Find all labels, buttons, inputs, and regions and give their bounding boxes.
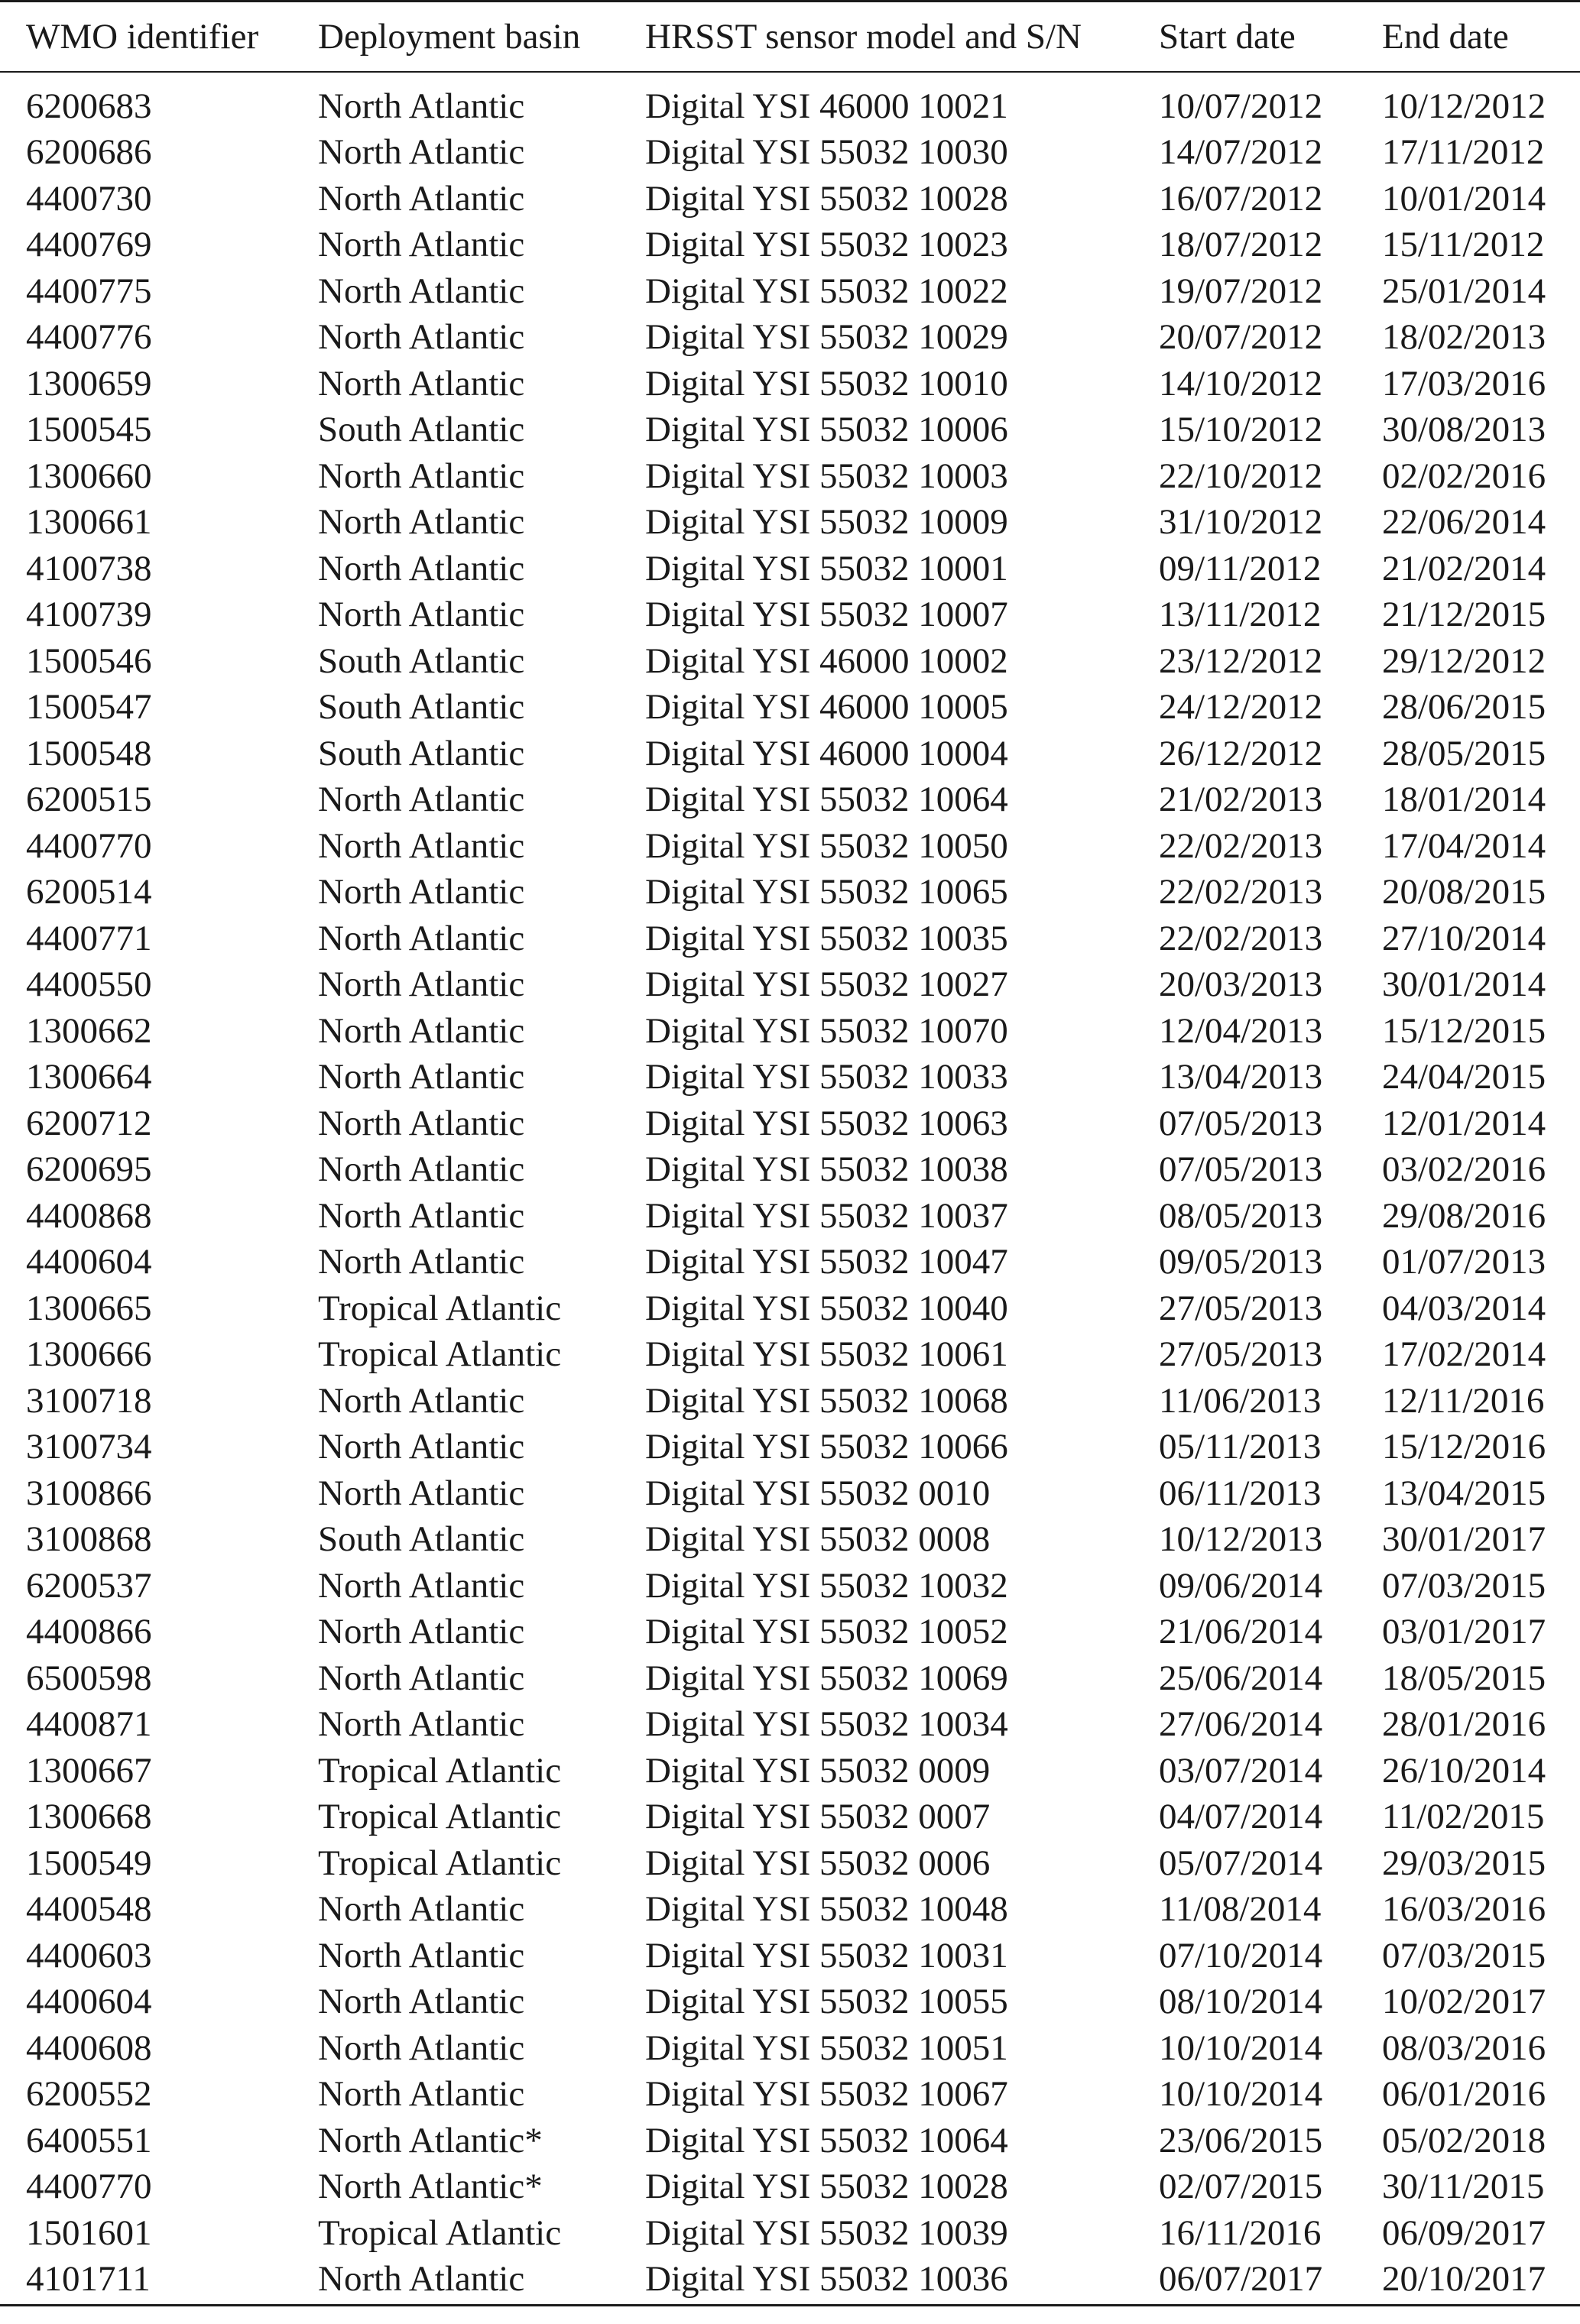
- cell-sensor-model: Digital YSI 55032 10009: [645, 502, 1008, 542]
- cell-sensor-model: Digital YSI 46000 10021: [645, 86, 1008, 126]
- cell-start-date: 23/06/2015: [1159, 2120, 1323, 2160]
- cell-end-date: 12/01/2014: [1382, 1103, 1546, 1143]
- cell-end-date: 29/08/2016: [1382, 1195, 1546, 1236]
- cell-wmo-identifier: 1501601: [26, 2212, 152, 2253]
- cell-sensor-model: Digital YSI 55032 10028: [645, 178, 1008, 219]
- cell-start-date: 12/04/2013: [1159, 1010, 1323, 1051]
- cell-deployment-basin: South Atlantic: [318, 640, 525, 681]
- table-row: [0, 2025, 1580, 2072]
- cell-deployment-basin: North Atlantic: [318, 1427, 525, 1467]
- cell-wmo-identifier: 4400604: [26, 1982, 152, 2021]
- cell-start-date: 07/05/2013: [1159, 1149, 1323, 1189]
- cell-start-date: 31/10/2012: [1159, 502, 1323, 542]
- cell-deployment-basin: North Atlantic: [318, 1242, 525, 1282]
- cell-end-date: 22/06/2014: [1382, 502, 1546, 542]
- table-row: [0, 869, 1580, 916]
- cell-sensor-model: Digital YSI 55032 10032: [645, 1565, 1008, 1606]
- cell-start-date: 09/05/2013: [1159, 1242, 1323, 1282]
- cell-deployment-basin: North Atlantic: [318, 918, 525, 958]
- cell-start-date: 03/07/2014: [1159, 1750, 1323, 1791]
- cell-sensor-model: Digital YSI 55032 10003: [645, 455, 1008, 496]
- table-row: [0, 1655, 1580, 1702]
- cell-deployment-basin: North Atlantic: [318, 1380, 525, 1421]
- header-sensor-model: HRSST sensor model and S/N: [645, 2, 1159, 72]
- table-row: [0, 314, 1580, 361]
- cell-end-date: 28/01/2016: [1382, 1704, 1546, 1744]
- cell-start-date: 10/10/2014: [1159, 2074, 1323, 2114]
- cell-end-date: 15/12/2015: [1382, 1010, 1546, 1051]
- table-row: [0, 1933, 1580, 1979]
- cell-end-date: 24/04/2015: [1382, 1057, 1546, 1097]
- cell-wmo-identifier: 1300664: [26, 1057, 152, 1097]
- cell-deployment-basin: North Atlantic: [318, 1982, 525, 2021]
- cell-start-date: 09/11/2012: [1159, 548, 1322, 588]
- cell-deployment-basin: North Atlantic: [318, 1103, 525, 1143]
- table-row: [0, 499, 1580, 546]
- header-deployment-basin: Deployment basin: [318, 2, 645, 72]
- cell-deployment-basin: North Atlantic: [318, 1889, 525, 1929]
- table-row: [0, 1701, 1580, 1748]
- cell-wmo-identifier: 1500548: [26, 733, 152, 773]
- table-row: [0, 1146, 1580, 1193]
- cell-sensor-model: Digital YSI 55032 10034: [645, 1704, 1008, 1744]
- cell-sensor-model: Digital YSI 55032 10022: [645, 271, 1008, 311]
- cell-start-date: 04/07/2014: [1159, 1797, 1323, 1836]
- cell-end-date: 04/03/2014: [1382, 1288, 1546, 1328]
- cell-deployment-basin: North Atlantic: [318, 1935, 525, 1976]
- cell-end-date: 20/10/2017: [1382, 2256, 1580, 2305]
- cell-start-date: 08/05/2013: [1159, 1195, 1323, 1236]
- cell-wmo-identifier: 1500547: [26, 687, 152, 727]
- cell-sensor-model: Digital YSI 46000 10005: [645, 687, 1008, 727]
- cell-wmo-identifier: 4400871: [26, 1704, 152, 1744]
- cell-start-date: 08/10/2014: [1159, 1982, 1323, 2021]
- cell-sensor-model: Digital YSI 55032 10031: [645, 1935, 1008, 1976]
- table-row: [0, 1424, 1580, 1470]
- cell-sensor-model: Digital YSI 55032 10064: [645, 2120, 1008, 2160]
- cell-wmo-identifier: 1500549: [26, 1843, 152, 1883]
- cell-start-date: 20/03/2013: [1159, 964, 1323, 1004]
- cell-wmo-identifier: 4100739: [26, 595, 152, 634]
- cell-start-date: 23/12/2012: [1159, 640, 1323, 681]
- cell-start-date: 21/02/2013: [1159, 780, 1323, 819]
- cell-sensor-model: Digital YSI 55032 10040: [645, 1288, 1008, 1328]
- cell-end-date: 06/09/2017: [1382, 2212, 1546, 2253]
- table-row: [0, 592, 1580, 638]
- cell-wmo-identifier: 4400769: [26, 225, 152, 264]
- cell-deployment-basin: North Atlantic: [318, 1704, 525, 1744]
- cell-end-date: 08/03/2016: [1382, 2027, 1546, 2068]
- cell-start-date: 15/10/2012: [1159, 410, 1323, 449]
- cell-sensor-model: Digital YSI 55032 10036: [645, 2256, 1159, 2305]
- cell-end-date: 07/03/2015: [1382, 1565, 1546, 1606]
- cell-wmo-identifier: 6200695: [26, 1149, 152, 1189]
- table-row: [0, 2164, 1580, 2210]
- table-row: [0, 2118, 1580, 2164]
- cell-sensor-model: Digital YSI 55032 10035: [645, 918, 1008, 958]
- cell-end-date: 28/06/2015: [1382, 687, 1546, 727]
- cell-sensor-model: Digital YSI 55032 10064: [645, 780, 1008, 819]
- cell-start-date: 16/11/2016: [1159, 2212, 1322, 2253]
- cell-sensor-model: Digital YSI 46000 10004: [645, 733, 1008, 773]
- cell-end-date: 28/05/2015: [1382, 733, 1546, 773]
- cell-start-date: 11/08/2014: [1159, 1889, 1322, 1929]
- cell-wmo-identifier: 6200552: [26, 2074, 152, 2114]
- cell-end-date: 30/08/2013: [1382, 410, 1546, 449]
- cell-deployment-basin: North Atlantic: [318, 964, 525, 1004]
- cell-start-date: 10/12/2013: [1159, 1519, 1323, 1559]
- table-row: [0, 1840, 1580, 1887]
- table-row: [0, 176, 1580, 222]
- cell-end-date: 21/12/2015: [1382, 595, 1546, 634]
- cell-wmo-identifier: 1300660: [26, 455, 152, 496]
- table-row: [0, 1378, 1580, 1425]
- cell-sensor-model: Digital YSI 55032 10033: [645, 1057, 1008, 1097]
- table-row: [0, 2071, 1580, 2118]
- cell-sensor-model: Digital YSI 46000 10002: [645, 640, 1008, 681]
- cell-end-date: 11/02/2015: [1382, 1797, 1545, 1836]
- cell-end-date: 10/01/2014: [1382, 178, 1546, 219]
- cell-sensor-model: Digital YSI 55032 10001: [645, 548, 1008, 588]
- cell-start-date: 07/10/2014: [1159, 1935, 1323, 1976]
- cell-start-date: 24/12/2012: [1159, 687, 1323, 727]
- cell-wmo-identifier: 4400770: [26, 2167, 152, 2206]
- cell-end-date: 13/04/2015: [1382, 1473, 1546, 1513]
- cell-deployment-basin: North Atlantic: [318, 86, 525, 126]
- cell-wmo-identifier: 1300662: [26, 1010, 152, 1051]
- cell-wmo-identifier: 6200683: [26, 86, 152, 126]
- cell-deployment-basin: Tropical Atlantic: [318, 1797, 562, 1836]
- cell-deployment-basin: North Atlantic: [318, 271, 525, 311]
- table-row: [0, 1285, 1580, 1332]
- table-row: [0, 1563, 1580, 1609]
- cell-sensor-model: Digital YSI 55032 10061: [645, 1334, 1008, 1374]
- cell-deployment-basin: North Atlantic: [318, 2074, 525, 2114]
- table-row: [0, 776, 1580, 823]
- cell-start-date: 13/11/2012: [1159, 595, 1322, 634]
- cell-wmo-identifier: 4100738: [26, 548, 152, 588]
- cell-start-date: 22/02/2013: [1159, 918, 1323, 958]
- cell-end-date: 16/03/2016: [1382, 1889, 1546, 1929]
- table-row: [0, 638, 1580, 685]
- cell-deployment-basin: Tropical Atlantic: [318, 1843, 562, 1883]
- cell-end-date: 03/02/2016: [1382, 1149, 1546, 1189]
- cell-wmo-identifier: 4400548: [26, 1889, 152, 1929]
- cell-deployment-basin: South Atlantic: [318, 1519, 525, 1559]
- cell-deployment-basin: North Atlantic: [318, 1565, 525, 1606]
- table-header: [0, 2, 1580, 72]
- cell-sensor-model: Digital YSI 55032 10027: [645, 964, 1008, 1004]
- cell-wmo-identifier: 4400866: [26, 1612, 152, 1651]
- cell-sensor-model: Digital YSI 55032 10007: [645, 595, 1008, 634]
- cell-deployment-basin: Tropical Atlantic: [318, 1288, 562, 1328]
- cell-deployment-basin: North Atlantic: [318, 1057, 525, 1097]
- cell-sensor-model: Digital YSI 55032 10050: [645, 825, 1008, 866]
- table-row: [0, 1054, 1580, 1100]
- table-row: [0, 823, 1580, 870]
- table-row: [0, 684, 1580, 731]
- cell-end-date: 07/03/2015: [1382, 1935, 1546, 1976]
- cell-sensor-model: Digital YSI 55032 10038: [645, 1149, 1008, 1189]
- cell-end-date: 18/05/2015: [1382, 1658, 1546, 1698]
- header-wmo-identifier: WMO identifier: [0, 2, 318, 72]
- cell-deployment-basin: South Atlantic: [318, 410, 525, 449]
- table-row: [0, 1470, 1580, 1517]
- cell-start-date: 14/10/2012: [1159, 363, 1323, 404]
- cell-start-date: 22/10/2012: [1159, 455, 1323, 496]
- cell-sensor-model: Digital YSI 55032 10063: [645, 1103, 1008, 1143]
- cell-end-date: 18/02/2013: [1382, 317, 1546, 357]
- cell-end-date: 05/02/2018: [1382, 2120, 1546, 2160]
- table-row: [0, 1193, 1580, 1240]
- header-end-date: End date: [1382, 2, 1580, 72]
- cell-sensor-model: Digital YSI 55032 10006: [645, 410, 1008, 449]
- cell-start-date: 27/05/2013: [1159, 1334, 1323, 1374]
- cell-start-date: 25/06/2014: [1159, 1658, 1323, 1698]
- cell-sensor-model: Digital YSI 55032 10023: [645, 225, 1008, 264]
- cell-deployment-basin: North Atlantic: [318, 872, 525, 912]
- cell-sensor-model: Digital YSI 55032 10039: [645, 2212, 1008, 2253]
- cell-start-date: 05/07/2014: [1159, 1843, 1323, 1883]
- table-row: [0, 1979, 1580, 2025]
- cell-start-date: 10/07/2012: [1159, 86, 1323, 126]
- cell-start-date: 20/07/2012: [1159, 317, 1323, 357]
- cell-sensor-model: Digital YSI 55032 0010: [645, 1473, 991, 1513]
- cell-start-date: 26/12/2012: [1159, 733, 1323, 773]
- cell-start-date: 06/11/2013: [1159, 1473, 1322, 1513]
- cell-start-date: 14/07/2012: [1159, 132, 1323, 172]
- cell-end-date: 17/11/2012: [1382, 132, 1545, 172]
- cell-end-date: 29/12/2012: [1382, 640, 1546, 681]
- table-body: [0, 72, 1580, 2306]
- cell-end-date: 06/01/2016: [1382, 2074, 1546, 2114]
- table-row: [0, 1609, 1580, 1655]
- cell-sensor-model: Digital YSI 55032 10055: [645, 1982, 1008, 2021]
- cell-wmo-identifier: 1300661: [26, 502, 152, 542]
- cell-wmo-identifier: 4400604: [26, 1242, 152, 1282]
- cell-end-date: 27/10/2014: [1382, 918, 1546, 958]
- cell-wmo-identifier: 4400730: [26, 178, 152, 219]
- cell-end-date: 30/01/2017: [1382, 1519, 1546, 1559]
- table-row: [0, 1239, 1580, 1285]
- cell-wmo-identifier: 3100718: [26, 1380, 152, 1421]
- cell-sensor-model: Digital YSI 55032 10037: [645, 1195, 1008, 1236]
- cell-deployment-basin: North Atlantic: [318, 780, 525, 819]
- table-row: [0, 129, 1580, 176]
- cell-deployment-basin: North Atlantic: [318, 1195, 525, 1236]
- cell-end-date: 30/01/2014: [1382, 964, 1546, 1004]
- cell-wmo-identifier: 1300665: [26, 1288, 152, 1328]
- cell-sensor-model: Digital YSI 55032 10030: [645, 132, 1008, 172]
- cell-start-date: 18/07/2012: [1159, 225, 1323, 264]
- cell-end-date: 10/02/2017: [1382, 1982, 1546, 2021]
- cell-deployment-basin: Tropical Atlantic: [318, 2212, 562, 2253]
- cell-deployment-basin: Tropical Atlantic: [318, 1334, 562, 1374]
- cell-deployment-basin: North Atlantic: [318, 1612, 525, 1651]
- cell-wmo-identifier: 4400608: [26, 2027, 152, 2068]
- cell-deployment-basin: North Atlantic: [318, 1149, 525, 1189]
- cell-wmo-identifier: 6200712: [26, 1103, 152, 1143]
- cell-deployment-basin: Tropical Atlantic: [318, 1750, 562, 1791]
- cell-sensor-model: Digital YSI 55032 10069: [645, 1658, 1008, 1698]
- cell-sensor-model: Digital YSI 55032 10067: [645, 2074, 1008, 2114]
- table-row: [0, 961, 1580, 1008]
- cell-sensor-model: Digital YSI 55032 0007: [645, 1797, 991, 1836]
- table-row: [0, 222, 1580, 268]
- cell-sensor-model: Digital YSI 55032 10029: [645, 317, 1008, 357]
- cell-end-date: 12/11/2016: [1382, 1380, 1545, 1421]
- table-row: [0, 1100, 1580, 1147]
- cell-wmo-identifier: 3100866: [26, 1473, 152, 1513]
- cell-end-date: 17/02/2014: [1382, 1334, 1546, 1374]
- cell-deployment-basin: North Atlantic: [318, 178, 525, 219]
- cell-wmo-identifier: 3100868: [26, 1519, 152, 1559]
- cell-start-date: 22/02/2013: [1159, 825, 1323, 866]
- header-start-date: Start date: [1159, 2, 1382, 72]
- table-row: [0, 1748, 1580, 1794]
- cell-wmo-identifier: 4400770: [26, 825, 152, 866]
- table-row: [0, 916, 1580, 962]
- cell-wmo-identifier: 1500546: [26, 640, 152, 681]
- cell-sensor-model: Digital YSI 55032 10070: [645, 1010, 1008, 1051]
- cell-deployment-basin: North Atlantic: [318, 1658, 525, 1698]
- cell-start-date: 07/05/2013: [1159, 1103, 1323, 1143]
- cell-wmo-identifier: 6200537: [26, 1565, 152, 1606]
- cell-wmo-identifier: 4101711: [0, 2256, 318, 2305]
- cell-sensor-model: Digital YSI 55032 10051: [645, 2027, 1008, 2068]
- cell-wmo-identifier: 6200514: [26, 872, 152, 912]
- cell-end-date: 26/10/2014: [1382, 1750, 1546, 1791]
- table-row: [0, 72, 1580, 130]
- cell-end-date: 01/07/2013: [1382, 1242, 1546, 1282]
- cell-wmo-identifier: 4400776: [26, 317, 152, 357]
- table-row: [0, 546, 1580, 592]
- cell-start-date: 16/07/2012: [1159, 178, 1323, 219]
- cell-deployment-basin: North Atlantic: [318, 2256, 645, 2305]
- cell-sensor-model: Digital YSI 55032 10066: [645, 1427, 1008, 1467]
- table-row: [0, 453, 1580, 500]
- cell-end-date: 21/02/2014: [1382, 548, 1546, 588]
- cell-end-date: 20/08/2015: [1382, 872, 1546, 912]
- table-row: [0, 1794, 1580, 1840]
- cell-deployment-basin: South Atlantic: [318, 687, 525, 727]
- table-row: [0, 1516, 1580, 1563]
- cell-wmo-identifier: 6200515: [26, 780, 152, 819]
- cell-end-date: 17/04/2014: [1382, 825, 1546, 866]
- cell-deployment-basin: North Atlantic: [318, 225, 525, 264]
- cell-start-date: 10/10/2014: [1159, 2027, 1323, 2068]
- cell-sensor-model: Digital YSI 55032 10047: [645, 1242, 1008, 1282]
- cell-deployment-basin: South Atlantic: [318, 733, 525, 773]
- cell-deployment-basin: North Atlantic: [318, 825, 525, 866]
- cell-wmo-identifier: 6200686: [26, 132, 152, 172]
- table-row: [0, 731, 1580, 777]
- cell-wmo-identifier: 4400603: [26, 1935, 152, 1976]
- cell-deployment-basin: North Atlantic: [318, 363, 525, 404]
- cell-deployment-basin: North Atlantic: [318, 455, 525, 496]
- cell-start-date: 09/06/2014: [1159, 1565, 1323, 1606]
- cell-deployment-basin: North Atlantic: [318, 2027, 525, 2068]
- cell-sensor-model: Digital YSI 55032 0009: [645, 1750, 991, 1791]
- cell-wmo-identifier: 4400775: [26, 271, 152, 311]
- table-row: [0, 1331, 1580, 1378]
- cell-start-date: 19/07/2012: [1159, 271, 1323, 311]
- cell-start-date: 05/11/2013: [1159, 1427, 1322, 1467]
- table-row: [0, 1886, 1580, 1933]
- cell-sensor-model: Digital YSI 55032 0006: [645, 1843, 991, 1883]
- cell-end-date: 18/01/2014: [1382, 780, 1546, 819]
- cell-deployment-basin: North Atlantic: [318, 595, 525, 634]
- cell-deployment-basin: North Atlantic: [318, 132, 525, 172]
- cell-sensor-model: Digital YSI 55032 10048: [645, 1889, 1008, 1929]
- cell-start-date: 13/04/2013: [1159, 1057, 1323, 1097]
- cell-sensor-model: Digital YSI 55032 10065: [645, 872, 1008, 912]
- header-row: [0, 2, 1580, 72]
- cell-end-date: 03/01/2017: [1382, 1612, 1546, 1651]
- table-row: [0, 2256, 1580, 2305]
- cell-deployment-basin: North Atlantic: [318, 502, 525, 542]
- cell-wmo-identifier: 1300666: [26, 1334, 152, 1374]
- cell-wmo-identifier: 1500545: [26, 410, 152, 449]
- cell-start-date: 11/06/2013: [1159, 1380, 1322, 1421]
- table-row: [0, 361, 1580, 407]
- cell-deployment-basin: North Atlantic*: [318, 2167, 543, 2206]
- cell-wmo-identifier: 3100734: [26, 1427, 152, 1467]
- cell-sensor-model: Digital YSI 55032 0008: [645, 1519, 991, 1559]
- cell-end-date: 17/03/2016: [1382, 363, 1546, 404]
- cell-sensor-model: Digital YSI 55032 10068: [645, 1380, 1008, 1421]
- table-row: [0, 268, 1580, 315]
- cell-wmo-identifier: 4400550: [26, 964, 152, 1004]
- cell-deployment-basin: North Atlantic: [318, 1473, 525, 1513]
- cell-deployment-basin: North Atlantic: [318, 548, 525, 588]
- cell-deployment-basin: North Atlantic: [318, 1010, 525, 1051]
- cell-deployment-basin: North Atlantic: [318, 317, 525, 357]
- cell-start-date: 22/02/2013: [1159, 872, 1323, 912]
- table-row: [0, 2210, 1580, 2257]
- table-row: [0, 407, 1580, 453]
- cell-start-date: 06/07/2017: [1159, 2256, 1382, 2305]
- cell-sensor-model: Digital YSI 55032 10010: [645, 363, 1008, 404]
- cell-end-date: 25/01/2014: [1382, 271, 1546, 311]
- cell-end-date: 10/12/2012: [1382, 86, 1546, 126]
- cell-start-date: 27/06/2014: [1159, 1704, 1323, 1744]
- cell-deployment-basin: North Atlantic*: [318, 2120, 543, 2160]
- cell-start-date: 02/07/2015: [1159, 2167, 1323, 2206]
- cell-wmo-identifier: 1300659: [26, 363, 152, 404]
- cell-end-date: 30/11/2015: [1382, 2167, 1545, 2206]
- cell-start-date: 21/06/2014: [1159, 1612, 1323, 1651]
- table-row: [0, 1008, 1580, 1055]
- cell-sensor-model: Digital YSI 55032 10052: [645, 1612, 1008, 1651]
- cell-end-date: 15/12/2016: [1382, 1427, 1546, 1467]
- cell-wmo-identifier: 6500598: [26, 1658, 152, 1698]
- cell-end-date: 15/11/2012: [1382, 225, 1545, 264]
- cell-end-date: 02/02/2016: [1382, 455, 1546, 496]
- cell-sensor-model: Digital YSI 55032 10028: [645, 2167, 1008, 2206]
- cell-wmo-identifier: 1300668: [26, 1797, 152, 1836]
- cell-end-date: 29/03/2015: [1382, 1843, 1546, 1883]
- cell-wmo-identifier: 4400771: [26, 918, 152, 958]
- cell-wmo-identifier: 6400551: [26, 2120, 152, 2160]
- cell-wmo-identifier: 1300667: [26, 1750, 152, 1791]
- cell-start-date: 27/05/2013: [1159, 1288, 1323, 1328]
- cell-wmo-identifier: 4400868: [26, 1195, 152, 1236]
